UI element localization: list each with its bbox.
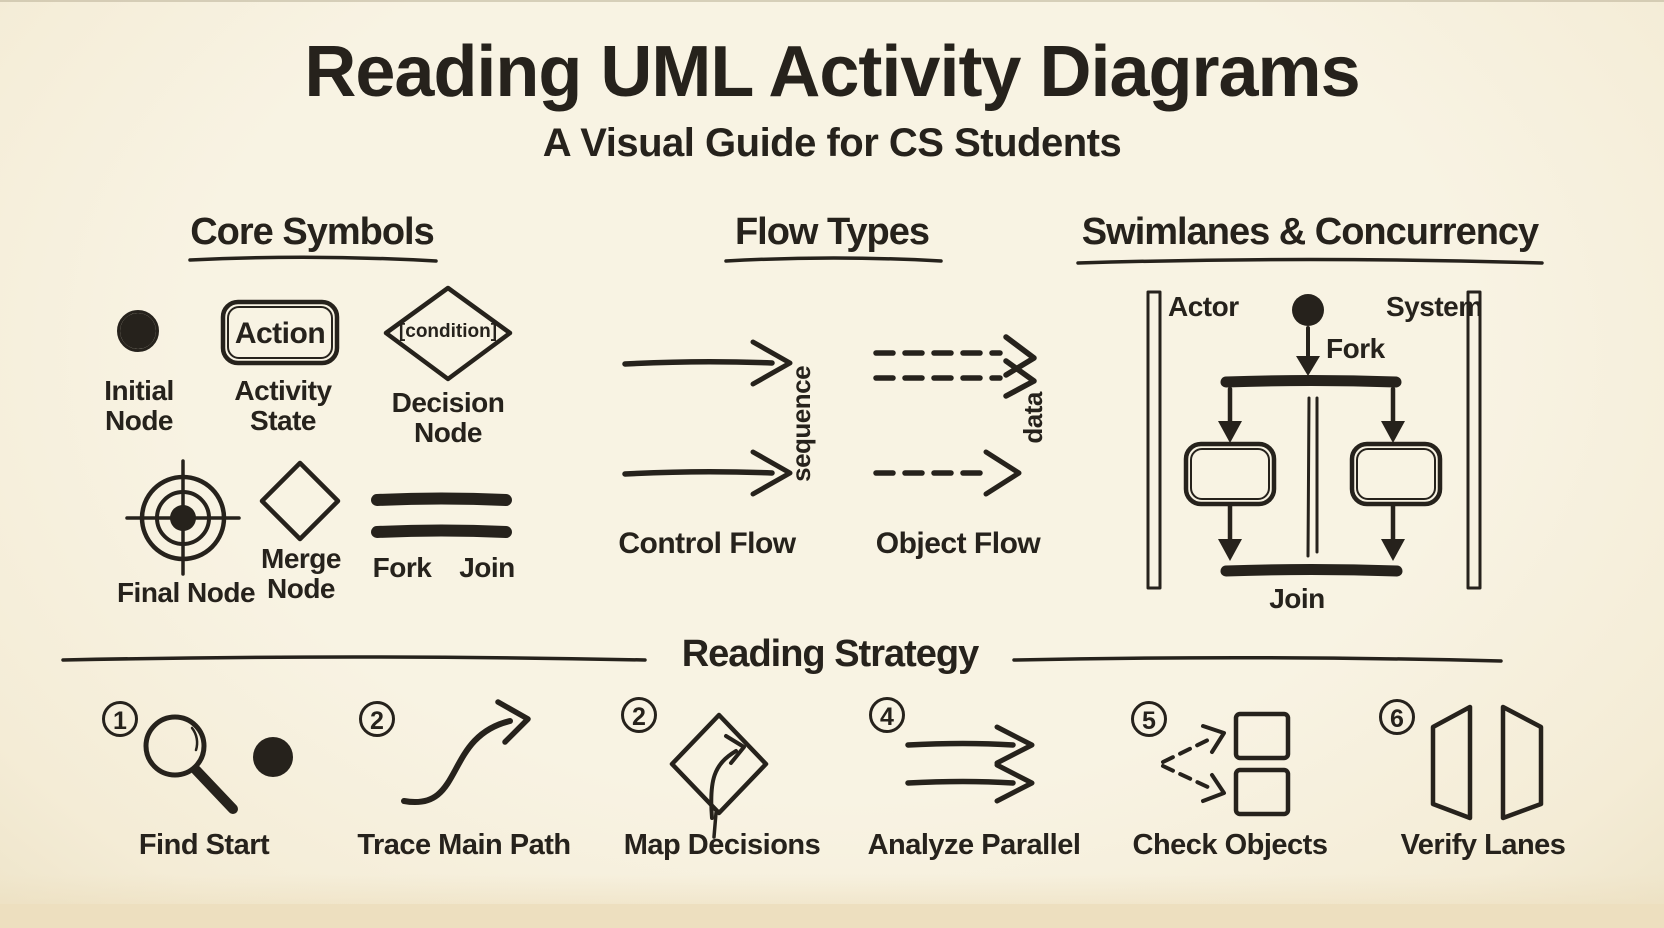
join-bar-label: Join: [459, 552, 515, 583]
lane-actor-label: Actor: [1168, 291, 1239, 322]
swim-start-arrow: [1296, 328, 1320, 376]
swimlane-panels-icon: [1433, 707, 1541, 818]
activity-state-label: Activity State: [234, 375, 332, 436]
lane-system-label: System: [1386, 291, 1483, 322]
swim-center-divider: [1308, 398, 1317, 556]
control-flow-arrows-icon: [625, 342, 790, 494]
step-3-badge: 2: [621, 697, 657, 733]
step-1-label: Find Start: [138, 829, 270, 861]
bottom-fade: [0, 874, 1664, 904]
step-6-label: Verify Lanes: [1400, 829, 1566, 861]
final-node-icon: [127, 461, 239, 574]
magnifier-and-start-dot-icon: [146, 717, 293, 809]
sequence-annotation: sequence: [786, 365, 817, 482]
fork-join-bars-icon: [377, 499, 506, 533]
swim-join-arrows: [1218, 505, 1405, 561]
top-edge-line: [0, 0, 1664, 2]
parallel-arrows-icon: [908, 727, 1032, 801]
decision-node-label: Decision Node: [391, 387, 505, 448]
control-flow-label: Control Flow: [618, 527, 796, 560]
initial-node-icon: [119, 312, 158, 351]
step-4-badge: 4: [869, 697, 905, 733]
step-6-badge: 6: [1379, 699, 1415, 735]
merge-node-label: Merge Node: [261, 543, 341, 604]
fork-bar-label: Fork: [372, 552, 432, 583]
bottom-strip: [0, 904, 1664, 928]
swim-join-label: Join: [1269, 583, 1325, 614]
decision-node-symbol-text: [condition]: [398, 321, 498, 342]
curved-path-arrow-icon: [404, 702, 528, 802]
swim-initial-node-icon: [1292, 294, 1324, 326]
object-flow-label: Object Flow: [875, 527, 1041, 560]
swim-action-right-icon: [1352, 444, 1440, 504]
step-5-badge: 5: [1131, 701, 1167, 737]
reading-strategy-heading: Reading Strategy: [681, 633, 979, 675]
activity-state-symbol-text: Action: [234, 317, 326, 350]
core-symbols-heading: Core Symbols: [190, 211, 434, 253]
swim-join-bar: [1226, 570, 1397, 572]
swimlane-right-bar: [1468, 292, 1480, 588]
swim-branch-arrows: [1218, 389, 1405, 443]
step-5-label: Check Objects: [1132, 829, 1328, 861]
swim-fork-label: Fork: [1326, 333, 1385, 364]
decision-diamond-arrow-icon: [672, 715, 766, 837]
merge-node-icon: [262, 463, 338, 539]
swimlane-left-bar: [1148, 292, 1160, 588]
initial-node-label: Initial Node: [104, 375, 174, 436]
step-2-label: Trace Main Path: [357, 829, 571, 861]
dashed-object-branch-icon: [1163, 714, 1288, 814]
swim-action-left-icon: [1186, 444, 1274, 504]
final-node-label: Final Node: [116, 577, 256, 608]
swimlanes-heading: Swimlanes & Concurrency: [1081, 211, 1539, 253]
data-annotation: data: [1018, 392, 1049, 444]
heading-underline: [190, 257, 1542, 263]
page-title: Reading UML Activity Diagrams: [304, 32, 1360, 112]
object-flow-arrows-icon: [876, 337, 1034, 494]
step-4-label: Analyze Parallel: [867, 829, 1081, 861]
flow-types-heading: Flow Types: [734, 211, 930, 253]
page-subtitle: A Visual Guide for CS Students: [542, 121, 1122, 165]
step-1-badge: 1: [102, 701, 138, 737]
step-3-label: Map Decisions: [623, 829, 821, 861]
step-2-badge: 2: [359, 701, 395, 737]
swim-fork-bar: [1226, 381, 1396, 383]
